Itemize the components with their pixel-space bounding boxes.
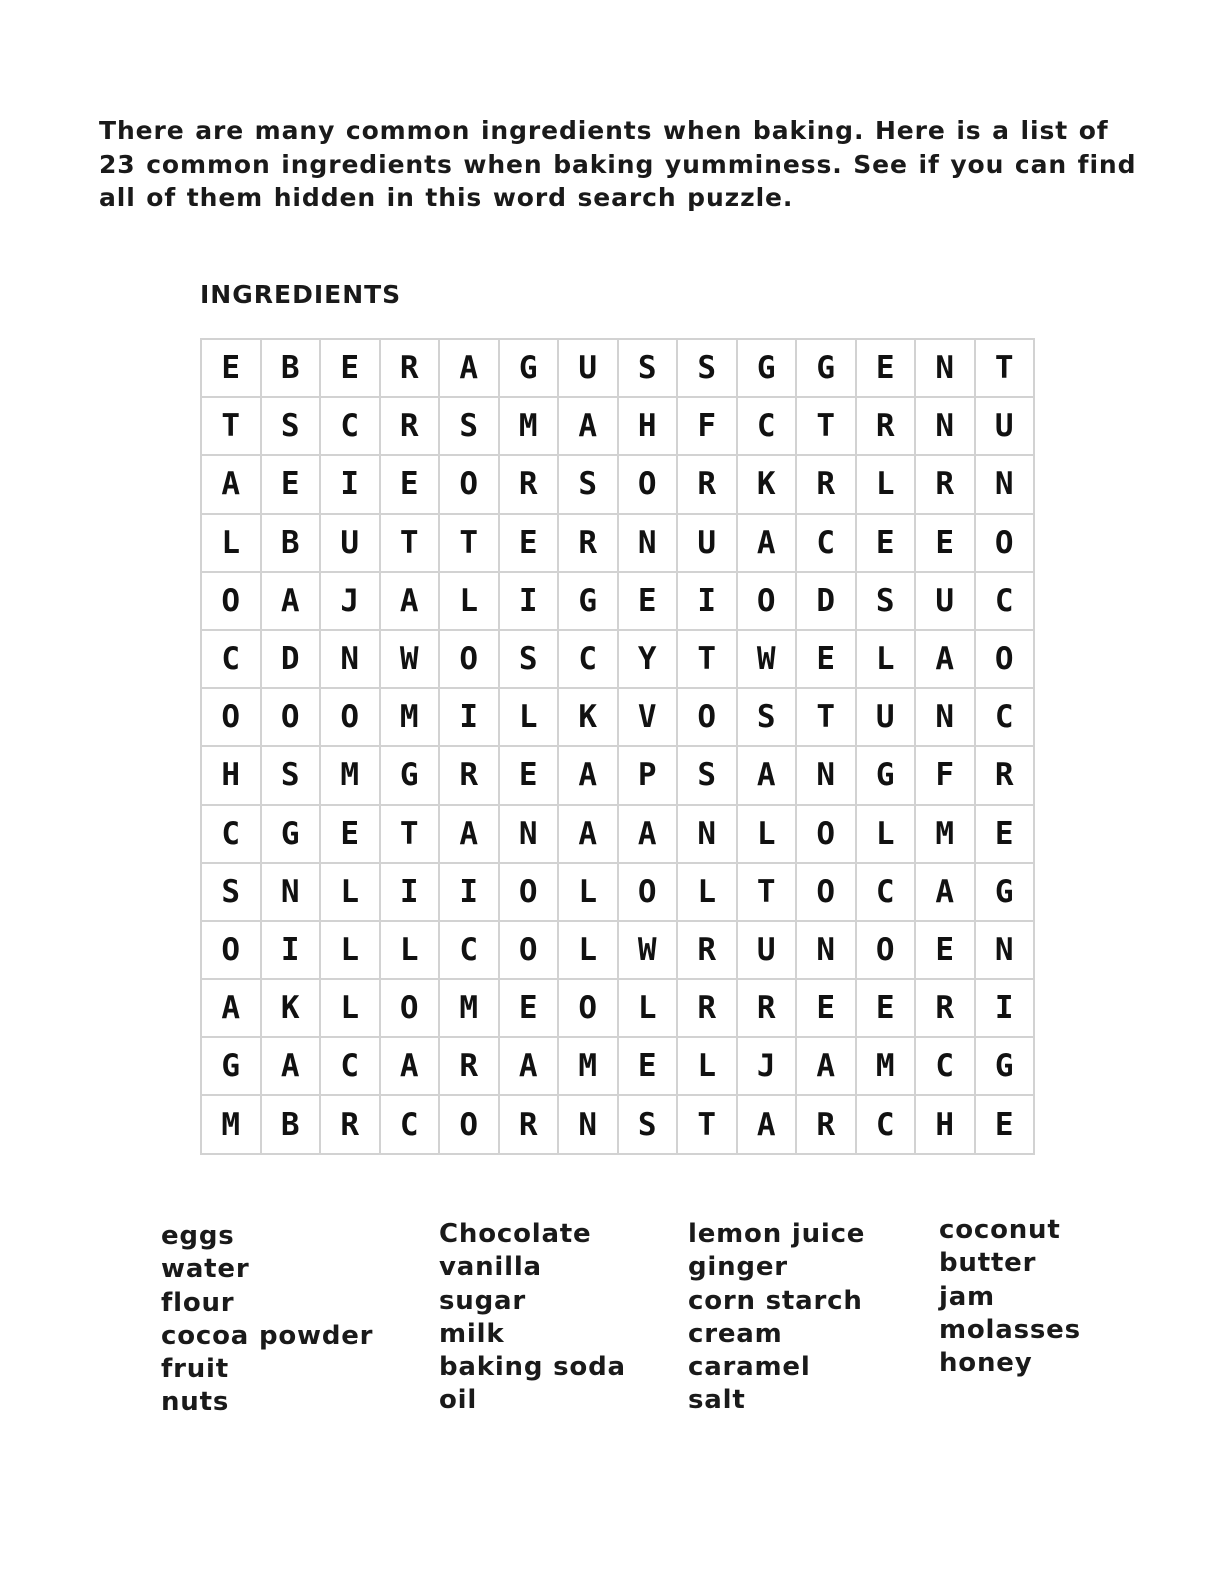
grid-cell[interactable]: C: [380, 1095, 440, 1153]
grid-cell[interactable]: G: [975, 1037, 1035, 1095]
grid-cell[interactable]: U: [915, 572, 975, 630]
grid-cell[interactable]: C: [201, 630, 261, 688]
grid-cell[interactable]: M: [320, 746, 380, 804]
grid-cell[interactable]: O: [201, 921, 261, 979]
grid-cell[interactable]: C: [856, 1095, 916, 1153]
grid-cell[interactable]: N: [261, 863, 321, 921]
grid-cell[interactable]: O: [201, 688, 261, 746]
grid-cell[interactable]: E: [915, 514, 975, 572]
grid-cell[interactable]: I: [499, 572, 559, 630]
puzzle-heading: INGREDIENTS: [200, 280, 402, 309]
grid-cell[interactable]: S: [499, 630, 559, 688]
grid-cell[interactable]: L: [856, 630, 916, 688]
grid-cell[interactable]: A: [558, 746, 618, 804]
grid-cell[interactable]: G: [975, 863, 1035, 921]
grid-cell[interactable]: T: [380, 514, 440, 572]
grid-cell[interactable]: R: [975, 746, 1035, 804]
grid-cell[interactable]: A: [558, 397, 618, 455]
grid-cell[interactable]: E: [499, 979, 559, 1037]
grid-cell[interactable]: U: [737, 921, 797, 979]
grid-cell[interactable]: D: [796, 572, 856, 630]
grid-cell[interactable]: M: [201, 1095, 261, 1153]
grid-cell[interactable]: A: [618, 805, 678, 863]
grid-cell[interactable]: I: [975, 979, 1035, 1037]
grid-cell[interactable]: G: [796, 339, 856, 397]
grid-cell[interactable]: O: [261, 688, 321, 746]
grid-cell[interactable]: C: [796, 514, 856, 572]
word-item: salt: [688, 1385, 746, 1416]
grid-row: [201, 863, 1034, 921]
word-item: nuts: [161, 1387, 230, 1418]
grid-cell[interactable]: A: [380, 1037, 440, 1095]
word-item: fruit: [161, 1354, 229, 1385]
grid-cell[interactable]: M: [439, 979, 499, 1037]
grid-cell[interactable]: O: [499, 921, 559, 979]
word-item: baking soda: [439, 1352, 626, 1383]
grid-cell[interactable]: W: [737, 630, 797, 688]
grid-cell[interactable]: T: [677, 1095, 737, 1153]
grid-cell[interactable]: L: [677, 1037, 737, 1095]
grid-cell[interactable]: L: [499, 688, 559, 746]
grid-cell[interactable]: O: [499, 863, 559, 921]
grid-row: [201, 688, 1034, 746]
grid-cell[interactable]: E: [618, 1037, 678, 1095]
grid-cell[interactable]: O: [677, 688, 737, 746]
grid-cell[interactable]: U: [320, 514, 380, 572]
grid-cell[interactable]: N: [499, 805, 559, 863]
grid-cell[interactable]: A: [439, 805, 499, 863]
grid-row: [201, 1037, 1034, 1095]
grid-cell[interactable]: S: [201, 863, 261, 921]
grid-cell[interactable]: L: [677, 863, 737, 921]
word-list-column-2: [439, 1218, 626, 1418]
word-item: flour: [161, 1287, 235, 1318]
grid-cell[interactable]: E: [796, 630, 856, 688]
grid-cell[interactable]: A: [737, 746, 797, 804]
grid-cell[interactable]: L: [856, 455, 916, 513]
grid-cell[interactable]: I: [439, 688, 499, 746]
grid-cell[interactable]: R: [915, 455, 975, 513]
grid-cell[interactable]: E: [975, 805, 1035, 863]
grid-cell[interactable]: S: [261, 397, 321, 455]
grid-cell[interactable]: M: [499, 397, 559, 455]
grid-cell[interactable]: E: [261, 455, 321, 513]
grid-cell[interactable]: N: [915, 397, 975, 455]
grid-cell[interactable]: M: [856, 1037, 916, 1095]
grid-cell[interactable]: B: [261, 339, 321, 397]
grid-cell[interactable]: R: [439, 746, 499, 804]
grid-cell[interactable]: L: [320, 979, 380, 1037]
word-item: eggs: [161, 1221, 235, 1251]
word-item: corn starch: [688, 1285, 863, 1316]
grid-cell[interactable]: H: [915, 1095, 975, 1153]
grid-cell[interactable]: I: [261, 921, 321, 979]
grid-cell[interactable]: L: [320, 921, 380, 979]
grid-cell[interactable]: A: [737, 514, 797, 572]
grid-cell[interactable]: S: [558, 455, 618, 513]
grid-cell[interactable]: L: [856, 805, 916, 863]
grid-cell[interactable]: T: [737, 863, 797, 921]
grid-cell[interactable]: F: [915, 746, 975, 804]
grid-cell[interactable]: O: [201, 572, 261, 630]
grid-cell[interactable]: S: [618, 1095, 678, 1153]
word-item: caramel: [688, 1352, 811, 1383]
grid-cell[interactable]: O: [975, 514, 1035, 572]
grid-cell[interactable]: T: [201, 397, 261, 455]
grid-cell[interactable]: K: [558, 688, 618, 746]
grid-cell[interactable]: R: [796, 455, 856, 513]
grid-cell[interactable]: E: [856, 339, 916, 397]
grid-cell[interactable]: H: [618, 397, 678, 455]
grid-cell[interactable]: L: [320, 863, 380, 921]
grid-cell[interactable]: N: [677, 805, 737, 863]
grid-cell[interactable]: W: [380, 630, 440, 688]
grid-cell[interactable]: L: [380, 921, 440, 979]
grid-cell[interactable]: R: [380, 339, 440, 397]
grid-cell[interactable]: N: [975, 455, 1035, 513]
grid-cell[interactable]: R: [380, 397, 440, 455]
grid-row: [201, 572, 1034, 630]
grid-cell[interactable]: O: [439, 455, 499, 513]
intro-paragraph: [99, 114, 1139, 215]
word-list-column-3: [688, 1218, 865, 1418]
word-item: molasses: [939, 1314, 1081, 1345]
word-item: Chocolate: [439, 1219, 592, 1249]
grid-cell[interactable]: C: [975, 688, 1035, 746]
grid-cell[interactable]: E: [618, 572, 678, 630]
grid-cell[interactable]: R: [558, 514, 618, 572]
grid-cell[interactable]: S: [677, 339, 737, 397]
grid-cell[interactable]: E: [201, 339, 261, 397]
grid-cell[interactable]: A: [439, 339, 499, 397]
grid-cell[interactable]: A: [380, 572, 440, 630]
grid-cell[interactable]: A: [261, 572, 321, 630]
grid-cell[interactable]: R: [796, 1095, 856, 1153]
grid-row: [201, 339, 1034, 397]
grid-cell[interactable]: D: [261, 630, 321, 688]
grid-cell[interactable]: E: [915, 921, 975, 979]
word-item: butter: [939, 1248, 1037, 1279]
grid-cell[interactable]: C: [915, 1037, 975, 1095]
grid-cell[interactable]: O: [439, 1095, 499, 1153]
grid-cell[interactable]: U: [558, 339, 618, 397]
grid-cell[interactable]: E: [856, 979, 916, 1037]
grid-cell[interactable]: E: [320, 805, 380, 863]
grid-cell[interactable]: O: [856, 921, 916, 979]
grid-cell[interactable]: R: [439, 1037, 499, 1095]
grid-row: [201, 746, 1034, 804]
grid-cell[interactable]: R: [320, 1095, 380, 1153]
grid-cell[interactable]: R: [915, 979, 975, 1037]
word-item: lemon juice: [688, 1219, 866, 1249]
grid-cell[interactable]: E: [796, 979, 856, 1037]
grid-cell[interactable]: E: [499, 746, 559, 804]
grid-cell[interactable]: V: [618, 688, 678, 746]
word-search-grid: [200, 338, 1035, 1155]
grid-cell[interactable]: E: [320, 339, 380, 397]
grid-cell[interactable]: O: [796, 805, 856, 863]
grid-cell[interactable]: C: [201, 805, 261, 863]
grid-cell[interactable]: L: [737, 805, 797, 863]
grid-cell[interactable]: C: [320, 1037, 380, 1095]
grid-cell[interactable]: R: [677, 921, 737, 979]
grid-cell[interactable]: U: [975, 397, 1035, 455]
grid-cell[interactable]: M: [380, 688, 440, 746]
grid-row: [201, 1095, 1034, 1153]
grid-cell[interactable]: N: [558, 1095, 618, 1153]
grid-cell[interactable]: O: [380, 979, 440, 1037]
grid-cell[interactable]: A: [201, 979, 261, 1037]
grid-cell[interactable]: B: [261, 514, 321, 572]
grid-cell[interactable]: W: [618, 921, 678, 979]
grid-row: [201, 805, 1034, 863]
grid-cell[interactable]: S: [439, 397, 499, 455]
grid-cell[interactable]: R: [737, 979, 797, 1037]
grid-cell[interactable]: R: [677, 979, 737, 1037]
grid-cell[interactable]: I: [439, 863, 499, 921]
grid-cell[interactable]: N: [975, 921, 1035, 979]
word-item: milk: [439, 1318, 505, 1349]
grid-cell[interactable]: O: [796, 863, 856, 921]
grid-row: [201, 397, 1034, 455]
grid-row: [201, 455, 1034, 513]
grid-cell[interactable]: T: [975, 339, 1035, 397]
grid-cell[interactable]: O: [975, 630, 1035, 688]
grid-cell[interactable]: O: [558, 979, 618, 1037]
intro-line: all of them hidden in this word search puzzle.: [99, 183, 794, 212]
grid-cell[interactable]: G: [201, 1037, 261, 1095]
grid-cell[interactable]: N: [618, 514, 678, 572]
grid-cell[interactable]: K: [737, 455, 797, 513]
grid-cell[interactable]: P: [618, 746, 678, 804]
grid-cell[interactable]: U: [677, 514, 737, 572]
grid-cell[interactable]: Y: [618, 630, 678, 688]
grid-cell[interactable]: T: [796, 688, 856, 746]
word-list-column-1: [161, 1220, 373, 1420]
grid-cell[interactable]: K: [261, 979, 321, 1037]
grid-cell[interactable]: U: [856, 688, 916, 746]
grid-cell[interactable]: O: [618, 863, 678, 921]
grid-cell[interactable]: E: [499, 514, 559, 572]
grid-row: [201, 514, 1034, 572]
grid-cell[interactable]: L: [618, 979, 678, 1037]
grid-cell[interactable]: R: [677, 455, 737, 513]
grid-cell[interactable]: E: [380, 455, 440, 513]
grid-cell[interactable]: M: [558, 1037, 618, 1095]
grid-cell[interactable]: C: [856, 863, 916, 921]
grid-cell[interactable]: T: [380, 805, 440, 863]
grid-cell[interactable]: I: [677, 572, 737, 630]
intro-line: 23 common ingredients when baking yumminess. See if you can find: [99, 149, 1137, 179]
grid-cell[interactable]: T: [796, 397, 856, 455]
grid-cell[interactable]: A: [915, 863, 975, 921]
grid-cell[interactable]: A: [737, 1095, 797, 1153]
grid-cell[interactable]: C: [439, 921, 499, 979]
grid-cell[interactable]: T: [677, 630, 737, 688]
grid-row: [201, 921, 1034, 979]
grid-cell[interactable]: B: [261, 1095, 321, 1153]
grid-cell[interactable]: T: [439, 514, 499, 572]
grid-cell[interactable]: E: [975, 1095, 1035, 1153]
grid-cell[interactable]: O: [737, 572, 797, 630]
grid-cell[interactable]: O: [439, 630, 499, 688]
grid-cell[interactable]: A: [261, 1037, 321, 1095]
grid-cell[interactable]: L: [201, 514, 261, 572]
grid-cell[interactable]: E: [856, 514, 916, 572]
grid-cell[interactable]: S: [618, 339, 678, 397]
word-item: sugar: [439, 1285, 526, 1316]
grid-cell[interactable]: R: [499, 1095, 559, 1153]
grid-cell[interactable]: C: [320, 397, 380, 455]
intro-line: There are many common ingredients when baking. Here is a list of: [99, 116, 1109, 145]
grid-cell[interactable]: A: [558, 805, 618, 863]
grid-cell[interactable]: R: [856, 397, 916, 455]
word-item: coconut: [939, 1215, 1061, 1245]
grid-cell[interactable]: N: [915, 688, 975, 746]
grid-cell[interactable]: G: [856, 746, 916, 804]
grid-cell[interactable]: A: [499, 1037, 559, 1095]
grid-row: [201, 979, 1034, 1037]
word-item: honey: [939, 1348, 1033, 1379]
grid-cell[interactable]: C: [737, 397, 797, 455]
grid-cell[interactable]: S: [737, 688, 797, 746]
word-item: oil: [439, 1385, 478, 1416]
grid-cell[interactable]: O: [618, 455, 678, 513]
grid-cell[interactable]: G: [558, 572, 618, 630]
grid-cell[interactable]: L: [439, 572, 499, 630]
grid-cell[interactable]: I: [320, 455, 380, 513]
grid-cell[interactable]: M: [915, 805, 975, 863]
grid-cell[interactable]: A: [796, 1037, 856, 1095]
grid-cell[interactable]: N: [796, 921, 856, 979]
grid-cell[interactable]: N: [320, 630, 380, 688]
word-item: cream: [688, 1318, 783, 1349]
grid-cell[interactable]: I: [380, 863, 440, 921]
word-item: jam: [939, 1281, 995, 1312]
grid-cell[interactable]: N: [915, 339, 975, 397]
grid-cell[interactable]: C: [975, 572, 1035, 630]
grid-cell[interactable]: S: [261, 746, 321, 804]
grid-cell[interactable]: O: [320, 688, 380, 746]
grid-cell[interactable]: F: [677, 397, 737, 455]
word-item: ginger: [688, 1252, 788, 1283]
grid-cell[interactable]: S: [677, 746, 737, 804]
grid-cell[interactable]: G: [737, 339, 797, 397]
grid-cell[interactable]: N: [796, 746, 856, 804]
grid-cell[interactable]: H: [201, 746, 261, 804]
grid-cell[interactable]: G: [499, 339, 559, 397]
grid-cell[interactable]: R: [499, 455, 559, 513]
word-list-column-4: [939, 1214, 1081, 1380]
grid-cell[interactable]: A: [915, 630, 975, 688]
grid-cell[interactable]: J: [737, 1037, 797, 1095]
word-item: vanilla: [439, 1252, 542, 1283]
grid-cell[interactable]: L: [558, 921, 618, 979]
grid-cell[interactable]: A: [201, 455, 261, 513]
word-item: cocoa powder: [161, 1320, 374, 1351]
grid-cell[interactable]: L: [558, 863, 618, 921]
grid-cell[interactable]: C: [558, 630, 618, 688]
grid-row: [201, 630, 1034, 688]
grid-cell[interactable]: G: [380, 746, 440, 804]
grid-cell[interactable]: G: [261, 805, 321, 863]
grid-cell[interactable]: J: [320, 572, 380, 630]
word-item: water: [161, 1254, 250, 1285]
grid-cell[interactable]: S: [856, 572, 916, 630]
